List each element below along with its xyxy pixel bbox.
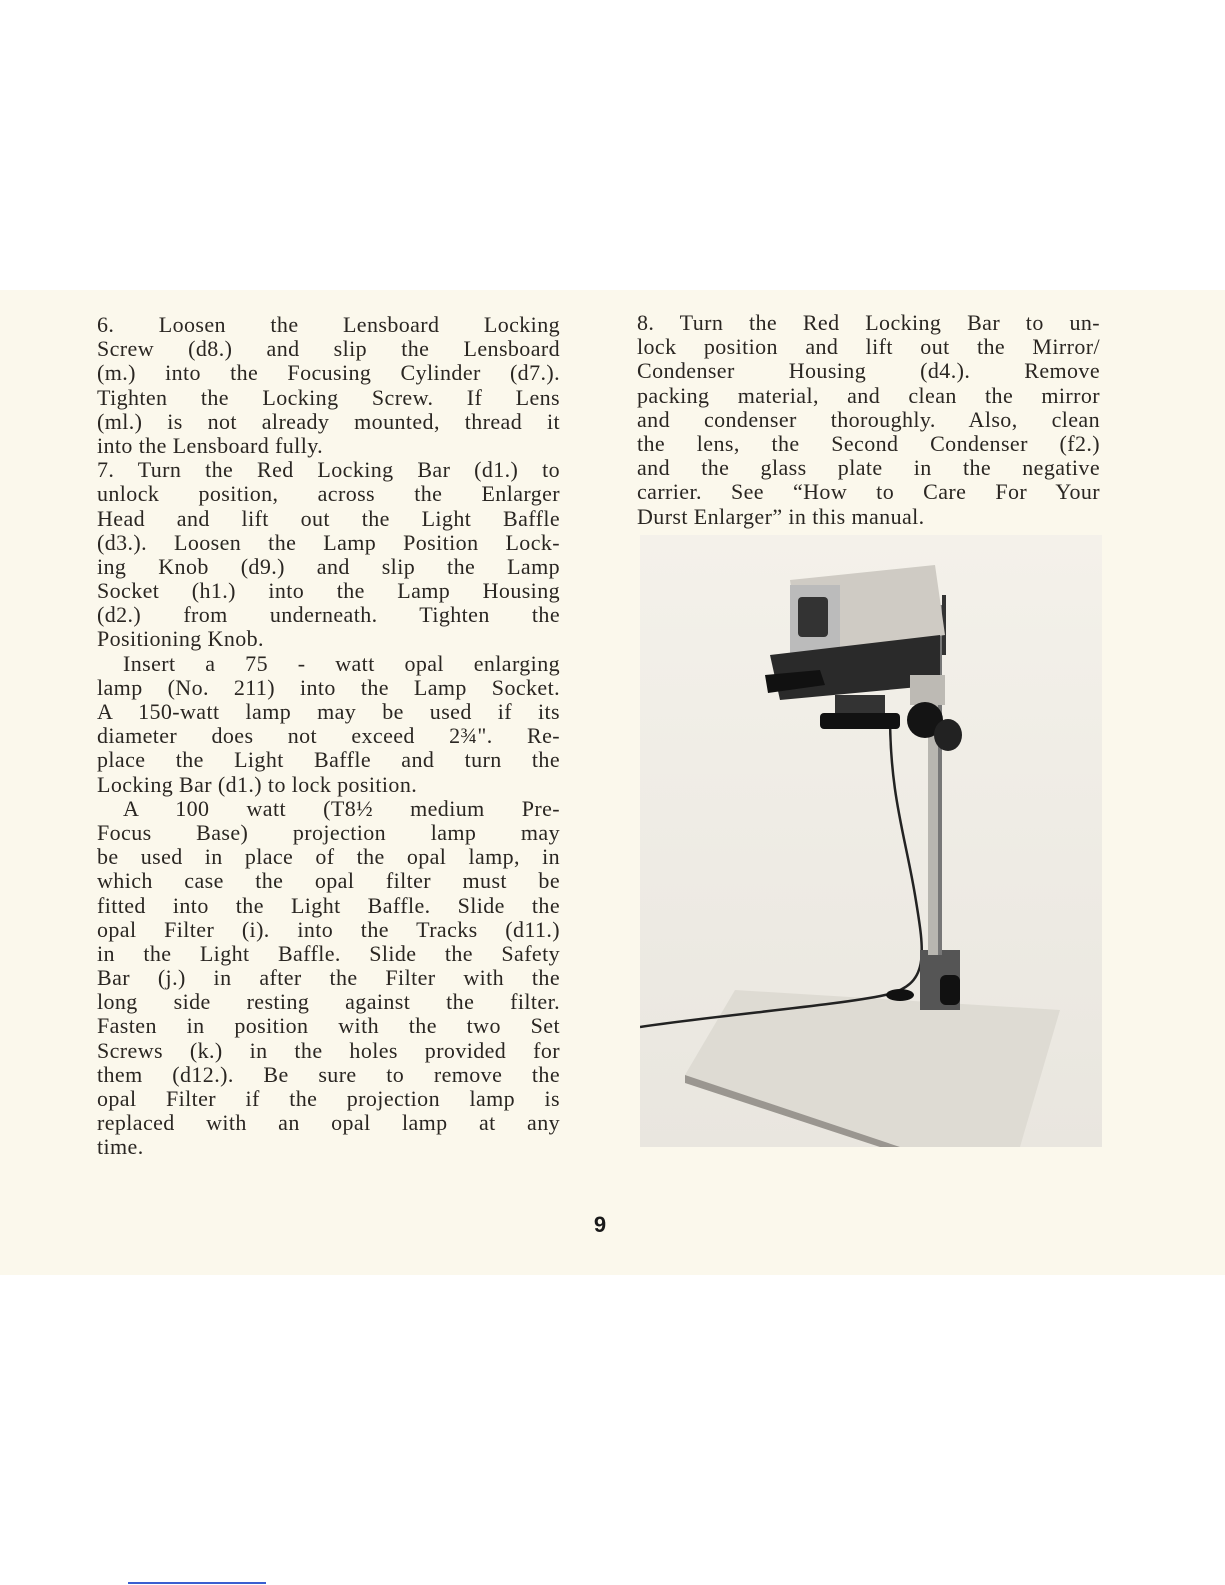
- left-text-column: [97, 313, 560, 1160]
- text-line: Fasten in position with the two Set: [97, 1013, 560, 1039]
- text-line: diameter does not exceed 2¾". Re-: [97, 723, 560, 749]
- text-line: and condenser thoroughly. Also, clean: [637, 406, 1100, 432]
- text-line: which case the opal filter must be: [97, 868, 560, 894]
- text-line: Screws (k.) in the holes provided for: [97, 1037, 560, 1063]
- text-line: opal Filter (i). into the Tracks (d11.): [97, 916, 560, 942]
- text-line: lock position and lift out the Mirror/: [637, 334, 1100, 360]
- text-line: Condenser Housing (d4.). Remove: [637, 358, 1100, 384]
- text-line: the lens, the Second Condenser (f2.): [637, 430, 1100, 456]
- text-line: be used in place of the opal lamp, in: [97, 844, 560, 870]
- right-text-column: [637, 311, 1100, 529]
- text-line: Positioning Knob.: [97, 626, 264, 652]
- text-line: unlock position, across the Enlarger: [97, 481, 560, 507]
- text-line: A 100 watt (T8½ medium Pre-: [123, 795, 560, 821]
- text-line: Durst Enlarger” in this manual.: [637, 503, 925, 529]
- text-line: Head and lift out the Light Baffle: [97, 505, 560, 531]
- text-line: opal Filter if the projection lamp is: [97, 1086, 560, 1111]
- text-line: Insert a 75 - watt opal enlarging: [123, 650, 560, 676]
- text-line: Bar (j.) in after the Filter with the: [97, 965, 560, 991]
- text-line: (d3.). Loosen the Lamp Position Lock-: [97, 529, 560, 555]
- text-line: time.: [97, 1134, 144, 1160]
- page-number: 9: [593, 1212, 607, 1237]
- text-line: into the Lensboard fully.: [97, 432, 324, 458]
- text-line: 6. Loosen the Lensboard Locking: [97, 312, 560, 337]
- text-line: 8. Turn the Red Locking Bar to un-: [637, 310, 1100, 335]
- text-line: (m.) into the Focusing Cylinder (d7.).: [97, 360, 560, 386]
- text-line: packing material, and clean the mirror: [637, 382, 1100, 408]
- text-line: (d2.) from underneath. Tighten the: [97, 602, 560, 628]
- text-line: Tighten the Locking Screw. If Lens: [97, 384, 560, 410]
- text-line: (ml.) is not already mounted, thread it: [97, 408, 560, 434]
- text-line: Focus Base) projection lamp may: [97, 819, 560, 845]
- text-line: ing Knob (d9.) and slip the Lamp: [97, 553, 560, 579]
- text-line: and the glass plate in the negative: [637, 455, 1100, 481]
- text-line: Socket (h1.) into the Lamp Housing: [97, 578, 560, 604]
- text-line: carrier. See “How to Care For Your: [637, 479, 1100, 505]
- text-line: Locking Bar (d1.) to lock position.: [97, 771, 418, 797]
- text-line: place the Light Baffle and turn the: [97, 747, 560, 773]
- text-line: them (d12.). Be sure to remove the: [97, 1061, 560, 1087]
- link-underline[interactable]: [128, 1582, 266, 1584]
- text-line: Screw (d8.) and slip the Lensboard: [97, 336, 560, 362]
- text-line: 7. Turn the Red Locking Bar (d1.) to: [97, 457, 560, 483]
- text-line: lamp (No. 211) into the Lamp Socket.: [97, 674, 560, 700]
- text-line: A 150-watt lamp may be used if its: [97, 699, 560, 724]
- text-line: fitted into the Light Baffle. Slide the: [97, 892, 560, 918]
- text-line: replaced with an opal lamp at any: [97, 1110, 560, 1136]
- text-line: in the Light Baffle. Slide the Safety: [97, 940, 560, 966]
- text-line: long side resting against the filter.: [97, 989, 560, 1015]
- enlarger-photo: [640, 535, 1102, 1147]
